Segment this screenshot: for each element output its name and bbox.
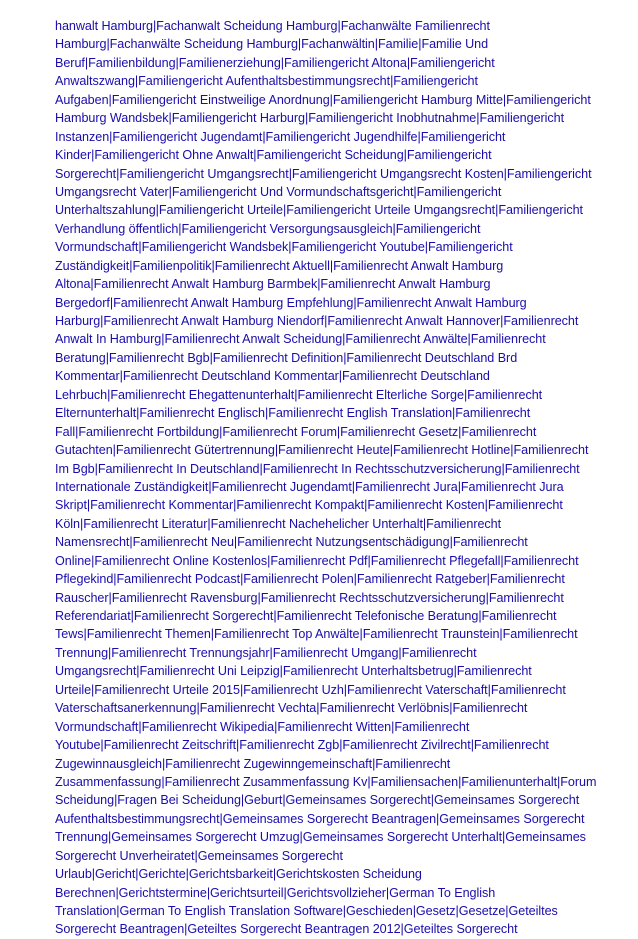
keyword-line[interactable]	[55, 54, 615, 72]
keyword-line[interactable]	[55, 275, 615, 293]
keyword-line[interactable]	[55, 404, 615, 422]
keyword-line[interactable]	[55, 441, 615, 459]
keyword-line[interactable]	[55, 496, 615, 514]
keyword-line[interactable]	[55, 349, 615, 367]
keyword-link-text[interactable]: Skript|Familienrecht Kommentar|Familienrecht Kompakt|Familienrecht Kosten|Familienrecht	[55, 498, 563, 513]
keyword-link-text[interactable]: Beruf|Familienbildung|Familienerziehung|Familiengericht Altona|Familiengericht	[55, 55, 495, 70]
keyword-line[interactable]	[55, 460, 615, 478]
keyword-line[interactable]	[55, 884, 615, 902]
keyword-link-text[interactable]: Urlaub|Gericht|Gerichte|Gerichtsbarkeit|Gerichtskosten Scheidung	[55, 867, 422, 882]
keyword-link-text[interactable]: Gutachten|Familienrecht Gütertrennung|Familienrecht Heute|Familienrecht Hotline|Familienrecht	[55, 443, 589, 458]
keyword-link-text[interactable]: Tews|Familienrecht Themen|Familienrecht Top Anwälte|Familienrecht Traunstein|Familienrecht	[55, 627, 578, 642]
keyword-link-text[interactable]: Harburg|Familienrecht Anwalt Hamburg Niendorf|Familienrecht Anwalt Hannover|Familienrecht	[55, 314, 579, 328]
keyword-link-text[interactable]: Sorgerecht|Familiengericht Umgangsrecht|Familiengericht Umgangsrecht Kosten|Familiengericht	[55, 166, 592, 181]
keyword-link-text[interactable]: Fall|Familienrecht Fortbildung|Familienrecht Forum|Familienrecht Gesetz|Familienrecht	[55, 424, 537, 439]
keyword-link-text[interactable]: Anwaltszwang|Familiengericht Aufenthaltsbestimmungsrecht|Familiengericht	[55, 74, 478, 89]
keyword-line[interactable]	[55, 183, 615, 201]
keyword-line[interactable]	[55, 662, 615, 680]
keyword-line[interactable]	[55, 515, 615, 533]
keyword-line[interactable]	[55, 367, 615, 385]
keyword-link-text[interactable]: Köln|Familienrecht Literatur|Familienrecht Nachehelicher Unterhalt|Familienrecht	[55, 516, 502, 531]
keyword-line[interactable]	[55, 238, 615, 256]
keyword-line[interactable]	[55, 828, 615, 846]
keyword-line[interactable]	[55, 146, 615, 164]
keyword-link-text[interactable]: Lehrbuch|Familienrecht Ehegattenunterhalt|Familienrecht Elterliche Sorge|Familienrecht	[55, 387, 543, 402]
keyword-link-text[interactable]: Rauscher|Familienrecht Ravensburg|Familienrecht Rechtsschutzversicherung|Familienrecht	[55, 590, 564, 605]
keyword-line[interactable]	[55, 589, 615, 607]
keyword-line[interactable]	[55, 109, 615, 127]
keyword-link-text[interactable]: Im Bgb|Familienrecht In Deutschland|Familienrecht In Rechtsschutzversicherung|Familienrecht	[55, 461, 580, 476]
keyword-link-text[interactable]: Umgangsrecht|Familienrecht Uni Leipzig|Familienrecht Unterhaltsbetrug|Familienrecht	[55, 664, 532, 679]
keyword-line[interactable]	[55, 257, 615, 275]
keyword-link-text[interactable]: Scheidung|Fragen Bei Scheidung|Geburt|Gemeinsames Sorgerecht|Gemeinsames Sorgerecht	[55, 793, 580, 808]
keyword-link-text[interactable]: Referendariat|Familienrecht Sorgerecht|Familienrecht Telefonische Beratung|Familienrecht	[55, 609, 557, 623]
keyword-line[interactable]	[55, 533, 615, 551]
keyword-link-text[interactable]: Instanzen|Familiengericht Jugendamt|Familiengericht Jugendhilfe|Familiengericht	[55, 129, 506, 144]
keyword-line[interactable]	[55, 865, 615, 883]
keyword-link-text[interactable]: Bergedorf|Familienrecht Anwalt Hamburg Empfehlung|Familienrecht Anwalt Hamburg	[55, 295, 527, 310]
keyword-line[interactable]	[55, 902, 615, 920]
keyword-line[interactable]	[55, 755, 615, 773]
keyword-line[interactable]	[55, 718, 615, 736]
keyword-link-text[interactable]: hanwalt Hamburg|Fachanwalt Scheidung Hamburg|Fachanwälte Familienrecht	[55, 19, 490, 33]
keyword-link-text[interactable]: Kinder|Familiengericht Ohne Anwalt|Familiengericht Scheidung|Familiengericht	[55, 148, 492, 163]
keyword-link-text[interactable]: Namensrecht|Familienrecht Neu|Familienrecht Nutzungsentschädigung|Familienrecht	[55, 535, 528, 550]
keyword-link-text[interactable]: Vormundschaft|Familienrecht Wikipedia|Familienrecht Witten|Familienrecht	[55, 719, 470, 734]
keyword-line[interactable]	[55, 330, 615, 348]
keyword-link-list	[55, 17, 615, 939]
keyword-link-text[interactable]: Sorgerecht Unverheiratet|Gemeinsames Sorgerecht	[55, 848, 343, 863]
keyword-link-text[interactable]: Unterhaltszahlung|Familiengericht Urteile|Familiengericht Urteile Umgangsrecht|Familiengericht	[55, 203, 583, 218]
keyword-line[interactable]	[55, 294, 615, 312]
keyword-link-text[interactable]: Trennung|Familienrecht Trennungsjahr|Familienrecht Umgang|Familienrecht	[55, 645, 477, 660]
keyword-link-text[interactable]: Beratung|Familienrecht Bgb|Familienrecht Definition|Familienrecht Deutschland Brd	[55, 350, 518, 365]
keyword-line[interactable]	[55, 736, 615, 754]
keyword-link-text[interactable]: Urteile|Familienrecht Urteile 2015|Familienrecht Uzh|Familienrecht Vaterschaft|Familienrecht	[55, 682, 566, 697]
keyword-line[interactable]	[55, 681, 615, 699]
keyword-line[interactable]	[55, 810, 615, 828]
keyword-line[interactable]	[55, 128, 615, 146]
keyword-line[interactable]	[55, 570, 615, 588]
keyword-link-text[interactable]: Zusammenfassung|Familienrecht Zusammenfassung Kv|Familiensachen|Familienunterhalt|Forum	[55, 774, 597, 789]
keyword-line[interactable]	[55, 847, 615, 865]
keyword-line[interactable]	[55, 644, 615, 662]
keyword-link-text[interactable]: Online|Familienrecht Online Kostenlos|Familienrecht Pdf|Familienrecht Pflegefall|Familienrecht	[55, 553, 579, 568]
keyword-link-text[interactable]: Trennung|Gemeinsames Sorgerecht Umzug|Gemeinsames Sorgerecht Unterhalt|Gemeinsames	[55, 830, 586, 845]
keyword-line[interactable]	[55, 220, 615, 238]
keyword-link-text[interactable]: Elternunterhalt|Familienrecht Englisch|Familienrecht English Translation|Familienrecht	[55, 406, 531, 421]
keyword-link-text[interactable]: Sorgerecht Beantragen|Geteiltes Sorgerecht Beantragen 2012|Geteiltes Sorgerecht	[55, 922, 518, 937]
keyword-link-text[interactable]: Altona|Familienrecht Anwalt Hamburg Barmbek|Familienrecht Anwalt Hamburg	[55, 277, 491, 292]
keyword-link-text[interactable]: Internationale Zuständigkeit|Familienrecht Jugendamt|Familienrecht Jura|Familienrecht Jura	[55, 479, 564, 494]
keyword-line[interactable]	[55, 165, 615, 183]
keyword-line[interactable]	[55, 35, 615, 53]
keyword-link-text[interactable]: Kommentar|Familienrecht Deutschland Kommentar|Familienrecht Deutschland	[55, 369, 490, 384]
keyword-line[interactable]	[55, 920, 615, 938]
keyword-link-text[interactable]: Vormundschaft|Familiengericht Wandsbek|Familiengericht Youtube|Familiengericht	[55, 240, 513, 255]
keyword-link-text[interactable]: Vaterschaftsanerkennung|Familienrecht Vechta|Familienrecht Verlöbnis|Familienrecht	[55, 701, 528, 716]
keyword-line[interactable]	[55, 773, 615, 791]
keyword-link-text[interactable]: Aufenthaltsbestimmungsrecht|Gemeinsames Sorgerecht Beantragen|Gemeinsames Sorgerecht	[55, 811, 585, 826]
keyword-line[interactable]	[55, 791, 615, 809]
keyword-line[interactable]	[55, 201, 615, 219]
keyword-line[interactable]	[55, 72, 615, 90]
keyword-link-text[interactable]: Youtube|Familienrecht Zeitschrift|Familienrecht Zgb|Familienrecht Zivilrecht|Familienrecht	[55, 738, 549, 753]
keyword-line[interactable]	[55, 552, 615, 570]
keyword-link-text[interactable]: Zuständigkeit|Familienpolitik|Familienrecht Aktuell|Familienrecht Anwalt Hamburg	[55, 258, 504, 273]
keyword-line[interactable]	[55, 312, 615, 330]
keyword-line[interactable]	[55, 386, 615, 404]
keyword-link-text[interactable]: Zugewinnausgleich|Familienrecht Zugewinngemeinschaft|Familienrecht	[55, 756, 451, 771]
keyword-line[interactable]	[55, 17, 615, 35]
keyword-link-text[interactable]: Aufgaben|Familiengericht Einstweilige Anordnung|Familiengericht Hamburg Mitte|Familiengericht	[55, 92, 591, 107]
keyword-link-text[interactable]: Hamburg|Fachanwälte Scheidung Hamburg|Fachanwältin|Familie|Familie Und	[55, 37, 489, 52]
keyword-link-text[interactable]: Hamburg Wandsbek|Familiengericht Harburg|Familiengericht Inobhutnahme|Familiengericht	[55, 111, 565, 126]
keyword-link-text[interactable]: Pflegekind|Familienrecht Podcast|Familienrecht Polen|Familienrecht Ratgeber|Familienrecht	[55, 572, 565, 587]
keyword-line[interactable]	[55, 607, 615, 625]
keyword-line[interactable]	[55, 625, 615, 643]
keyword-line[interactable]	[55, 478, 615, 496]
keyword-link-text[interactable]: Umgangsrecht Vater|Familiengericht Und Vormundschaftsgericht|Familiengericht	[55, 184, 502, 199]
keyword-line[interactable]	[55, 423, 615, 441]
keyword-link-text[interactable]: Berechnen|Gerichtstermine|Gerichtsurteil|Gerichtsvollzieher|German To English	[55, 885, 496, 900]
keyword-line[interactable]	[55, 91, 615, 109]
keyword-line[interactable]	[55, 699, 615, 717]
keyword-link-text[interactable]: Anwalt In Hamburg|Familienrecht Anwalt Scheidung|Familienrecht Anwälte|Familienrecht	[55, 332, 546, 347]
keyword-link-text[interactable]: Verhandlung öffentlich|Familiengericht Versorgungsausgleich|Familiengericht	[55, 221, 481, 236]
keyword-link-text[interactable]: Translation|German To English Translation Software|Geschieden|Gesetz|Gesetze|Geteiltes	[55, 904, 558, 918]
